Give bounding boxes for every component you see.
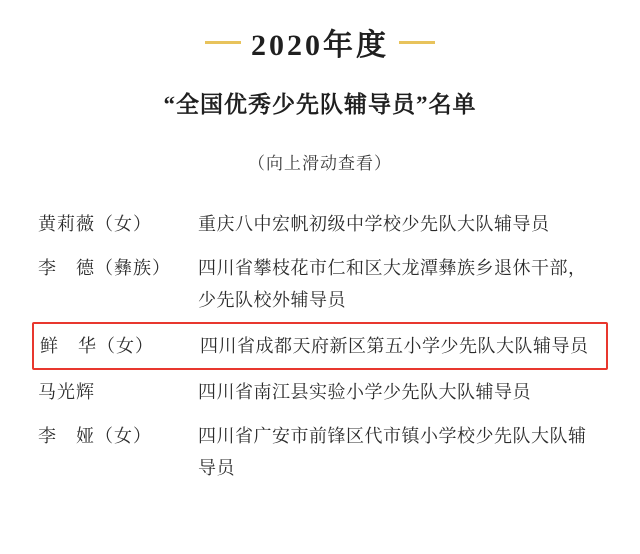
list-item: [38, 246, 602, 322]
recipient-organization: 四川省攀枝花市仁和区大龙潭彝族乡退休干部，少先队校外辅导员: [198, 258, 587, 310]
recipient-organization: 重庆八中宏帆初级中学校少先队大队辅导员: [198, 214, 550, 234]
recipient-organization: 四川省成都天府新区第五小学少先队大队辅导员: [200, 336, 589, 356]
recipient-organization: 四川省南江县实验小学少先队大队辅导员: [198, 382, 531, 402]
recipient-name: 马光辉: [38, 382, 95, 402]
year-label: 2020年度: [251, 29, 389, 62]
year-rule-left: [205, 41, 241, 44]
recipient-name: 李 德（彝族）: [38, 258, 171, 278]
scroll-hint: （向上滑动查看）: [248, 154, 392, 173]
award-list: [0, 202, 640, 490]
recipient-name: 李 娅（女）: [38, 426, 152, 446]
recipient-name: 黄莉薇（女）: [38, 214, 152, 234]
list-item: [38, 414, 602, 490]
document-page: [0, 20, 640, 554]
recipient-name: 鲜 华（女）: [40, 336, 154, 356]
list-item: [38, 202, 602, 246]
recipient-organization: 四川省广安市前锋区代市镇小学校少先队大队辅导员: [198, 426, 587, 478]
year-rule-right: [399, 41, 435, 44]
year-heading: [0, 20, 640, 64]
page-title: “全国优秀少先队辅导员”名单: [163, 92, 477, 117]
list-item: [38, 370, 602, 414]
list-item-highlighted: [32, 322, 608, 370]
